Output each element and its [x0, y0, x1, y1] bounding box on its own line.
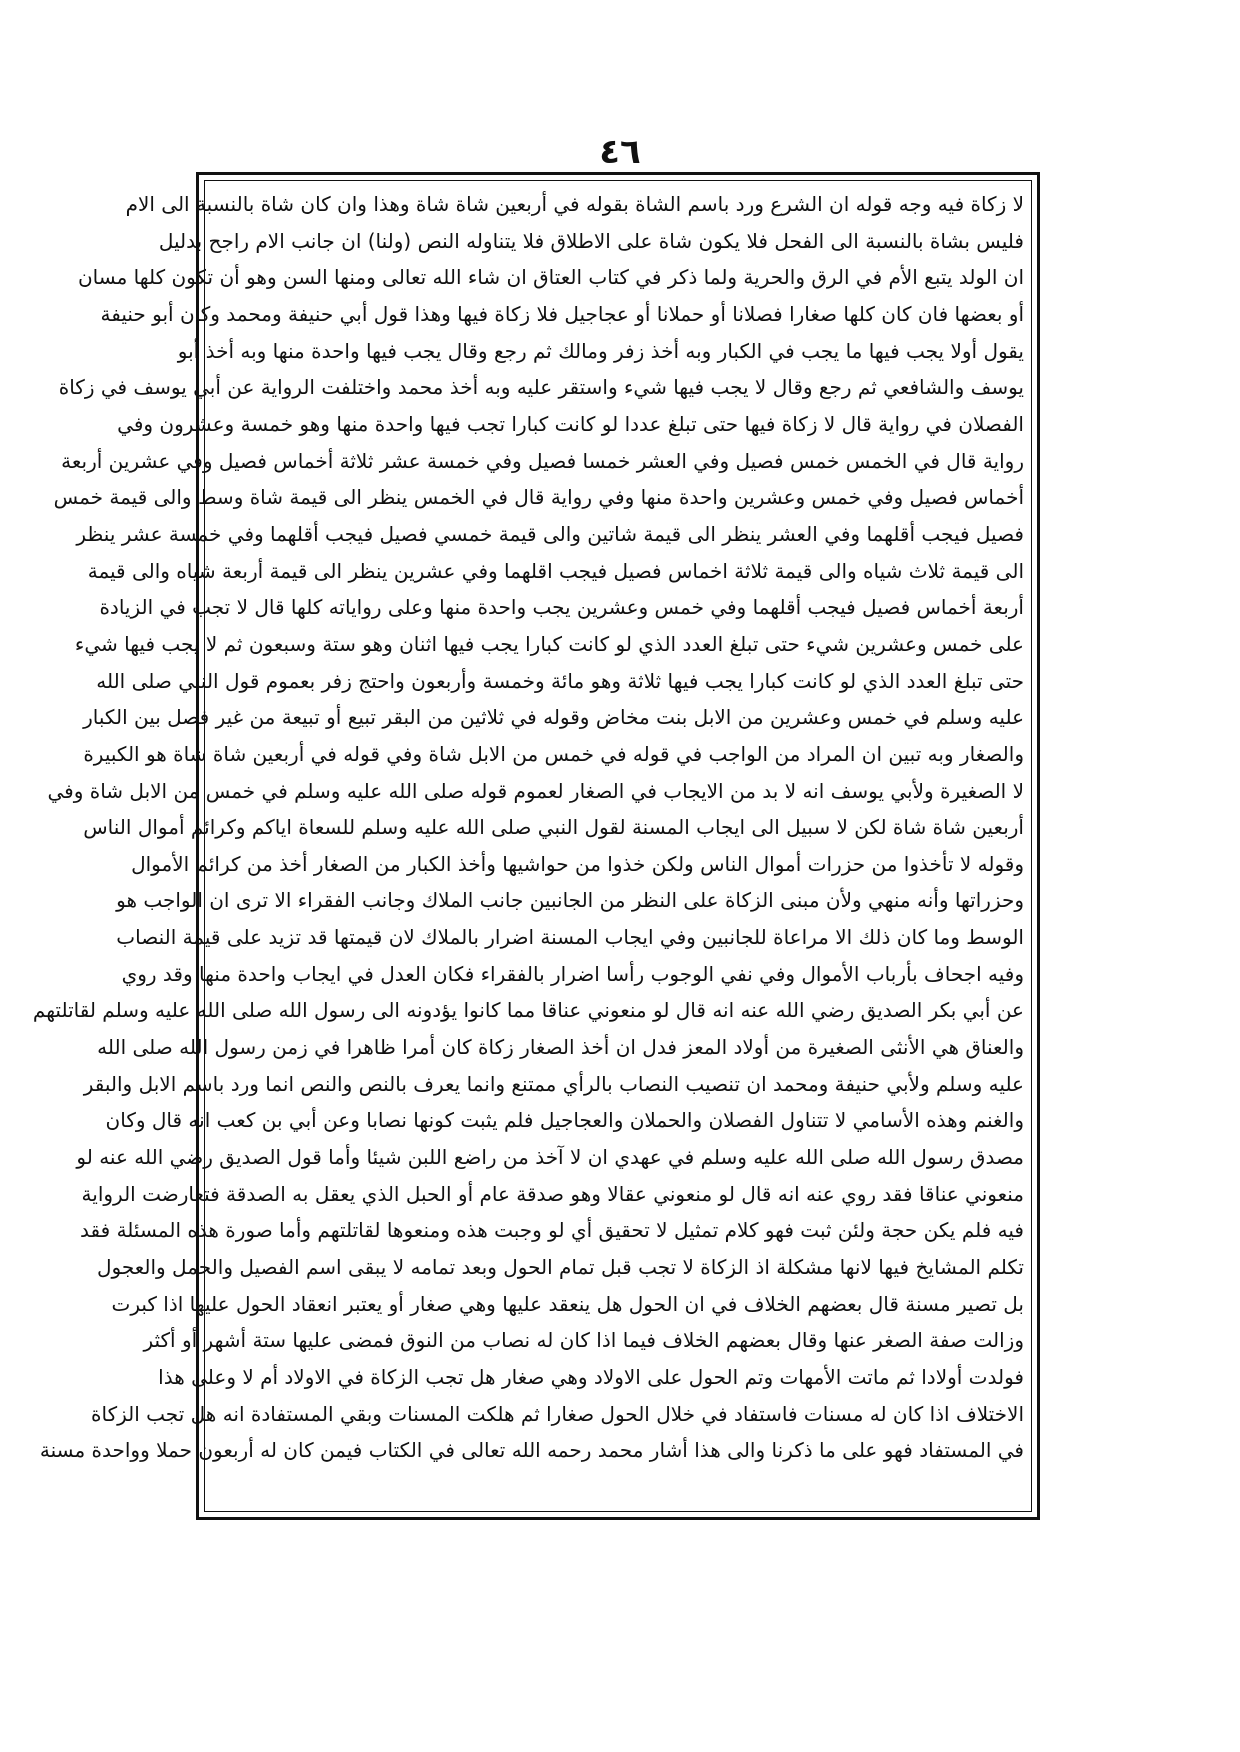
text-line: أربعة أخماس فصيل فيجب أقلهما وفي خمس وعشرين يجب واحدة منها وعلى رواياته كلها قال لا تجب في الزيادة	[99, 595, 1024, 620]
text-line: فيه فلم يكن حجة ولئن ثبت فهو كلام تمثيل لا تحقيق أي لو وجبت هذه ومنعوها لقاتلتهم وأما صورة هذه المسئلة فقد	[80, 1218, 1024, 1243]
main-text-block	[32, 186, 1024, 1506]
text-line: لا زكاة فيه وجه قوله ان الشرع ورد باسم الشاة بقوله في أربعين شاة شاة وهذا وان كان شاة بالنسبة الى الام	[125, 192, 1024, 216]
text-line: يقول أولا يجب فيها ما يجب في الكبار وبه أخذ زفر ومالك ثم رجع وقال يجب فيها واحدة منها وبه أخذ أبو	[177, 338, 1024, 363]
text-line: تكلم المشايخ فيها لانها مشكلة اذ الزكاة لا تجب قبل تمام الحول وبعد تمامه لا يبقى اسم الفصيل والحمل والعجول	[96, 1255, 1024, 1280]
text-line: فولدت أولادا ثم ماتت الأمهات وتم الحول على الاولاد وهي صغار هل تجب الزكاة في الاولاد أم لا وعلى هذا	[158, 1365, 1024, 1389]
text-line: عليه وسلم ولأبي حنيفة ومحمد ان تنصيب النصاب بالرأي ممتنع وانما يعرف بالنص والنص انما ورد باسم الابل والبقر	[83, 1071, 1024, 1096]
text-line: الفصلان في رواية قال لا زكاة فيها حتى تبلغ عددا لو كانت كبارا تجب فيها واحدة منها وهو خمسة وعشرون وفي	[117, 411, 1024, 436]
text-line: أربعين شاة شاة لكن لا سبيل الى ايجاب المسنة لقول النبي صلى الله عليه وسلم للسعاة اياكم وكرائم أموال الناس	[83, 815, 1024, 840]
text-line: عليه وسلم في خمس وعشرين من الابل بنت مخاض وقوله في ثلاثين من البقر تبيع أو تبيعة من غير فصل بين الكبار	[83, 705, 1024, 730]
text-line: فليس بشاة بالنسبة الى الفحل فلا يكون شاة على الاطلاق فلا يتناوله النص (ولنا) ان جانب الام راجح بدليل	[158, 228, 1024, 253]
text-line: أو بعضها فان كان كلها صغارا فصلانا أو حملانا أو عجاجيل فلا زكاة فيها وهذا قول أبي حنيفة ومحمد وكان أبو حنيفة	[100, 301, 1024, 326]
text-line: حتى تبلغ العدد الذي لو كانت كبارا يجب فيها ثلاثة وهو مائة وخمسة وأربعون واحتج زفر بعموم قول النبي صلى الله	[96, 668, 1024, 693]
text-line: منعوني عناقا فقد روي عنه انه قال لو منعوني عقالا وهو صدقة عام أو الحبل الذي يعقل به الصدقة فتعارضت الرواية	[81, 1181, 1024, 1206]
text-line: عن أبي بكر الصديق رضي الله عنه انه قال لو منعوني عناقا مما كانوا يؤدونه الى رسول الله صلى الله عليه وسلم لقاتلتهم	[32, 998, 1024, 1023]
text-line: رواية قال في الخمس خمس فصيل وفي العشر خمسا فصيل وفي خمسة عشر ثلاثة أخماس فصيل وفي عشرين أربعة	[61, 448, 1024, 473]
text-line: أخماس فصيل وفي خمس وعشرين واحدة منها وفي رواية قال في الخمس ينظر الى قيمة شاة وسط والى قيمة خمس	[53, 485, 1024, 510]
text-line: وقوله لا تأخذوا من حزرات أموال الناس ولكن خذوا من حواشيها وأخذ الكبار من الصغار أخذ من كرائم الأموال	[131, 851, 1024, 876]
text-line: الى قيمة ثلاث شياه والى قيمة ثلاثة اخماس فصيل فيجب اقلهما وفي عشرين ينظر الى قيمة أربعة شياه والى قيمة	[87, 558, 1024, 583]
text-line: وحزراتها وأنه منهي ولأن مبنى الزكاة على النظر من الجانبين جانب الملاك وجانب الفقراء الا ترى ان الواجب هو	[116, 888, 1024, 913]
text-line: بل تصير مسنة قال بعضهم الخلاف في ان الحول هل ينعقد عليها وهي صغار أو يعتبر انعقاد الحول عليها اذا كبرت	[111, 1291, 1024, 1316]
text-line: مصدق رسول الله صلى الله عليه وسلم في عهدي ان لا آخذ من راضع اللبن شيئا وأما قول الصديق رضي الله عنه لو	[76, 1145, 1024, 1170]
text-line: يوسف والشافعي ثم رجع وقال لا يجب فيها شيء واستقر عليه وبه أخذ محمد واختلفت الرواية عن أبي يوسف في زكاة	[58, 375, 1024, 400]
page-number: ٤٦	[599, 132, 641, 172]
text-line: والصغار وبه تبين ان المراد من الواجب في قوله في خمس من الابل شاة وفي قوله في أربعين شاة شاة هو الكبيرة	[83, 741, 1024, 766]
text-line: الوسط وما كان ذلك الا مراعاة للجانبين وفي ايجاب المسنة اضرار بالملاك لان قيمتها قد تزيد على قيمة النصاب	[116, 925, 1024, 950]
text-line: ان الولد يتبع الأم في الرق والحرية ولما ذكر في كتاب العتاق ان شاء الله تعالى ومنها السن وهو أن تكون كلها مسان	[77, 265, 1024, 290]
text-line: في المستفاد فهو على ما ذكرنا والى هذا أشار محمد رحمه الله تعالى في الكتاب فيمن كان له أربعون حملا وواحدة مسنة	[39, 1438, 1024, 1463]
text-line: فصيل فيجب أقلهما وفي العشر ينظر الى قيمة شاتين والى قيمة خمسي فصيل فيجب أقلهما وفي خمسة عشر ينظر	[76, 521, 1024, 546]
text-line: الاختلاف اذا كان له مسنات فاستفاد في خلال الحول صغارا ثم هلكت المسنات وبقي المستفادة انه هل تجب الزكاة	[91, 1401, 1024, 1426]
text-line: وزالت صفة الصغر عنها وقال بعضهم الخلاف فيما اذا كان له نصاب من النوق فمضى عليها ستة أشهر أو أكثر	[143, 1328, 1024, 1353]
text-line: لا الصغيرة ولأبي يوسف انه لا بد من الايجاب في الصغار لعموم قوله صلى الله عليه وسلم في خمس من الابل شاة وفي	[47, 778, 1024, 803]
text-line: والعناق هي الأنثى الصغيرة من أولاد المعز فدل ان أخذ الصغار زكاة كان أمرا ظاهرا في زمن رسول الله صلى الله	[97, 1035, 1024, 1060]
text-line: على خمس وعشرين شيء حتى تبلغ العدد الذي لو كانت كبارا يجب فيها اثنان وهو ستة وسبعون ثم لا يجب فيها شيء	[74, 631, 1024, 656]
text-line: والغنم وهذه الأسامي لا تتناول الفصلان والحملان والعجاجيل فلم يثبت كونها نصابا وعن أبي بن كعب انه قال وكان	[105, 1108, 1024, 1133]
text-line	[212, 1469, 1024, 1506]
text-line: وفيه اجحاف بأرباب الأموال وفي نفي الوجوب رأسا اضرار بالفقراء فكان العدل في ايجاب واحدة منها وقد روي	[121, 961, 1024, 986]
